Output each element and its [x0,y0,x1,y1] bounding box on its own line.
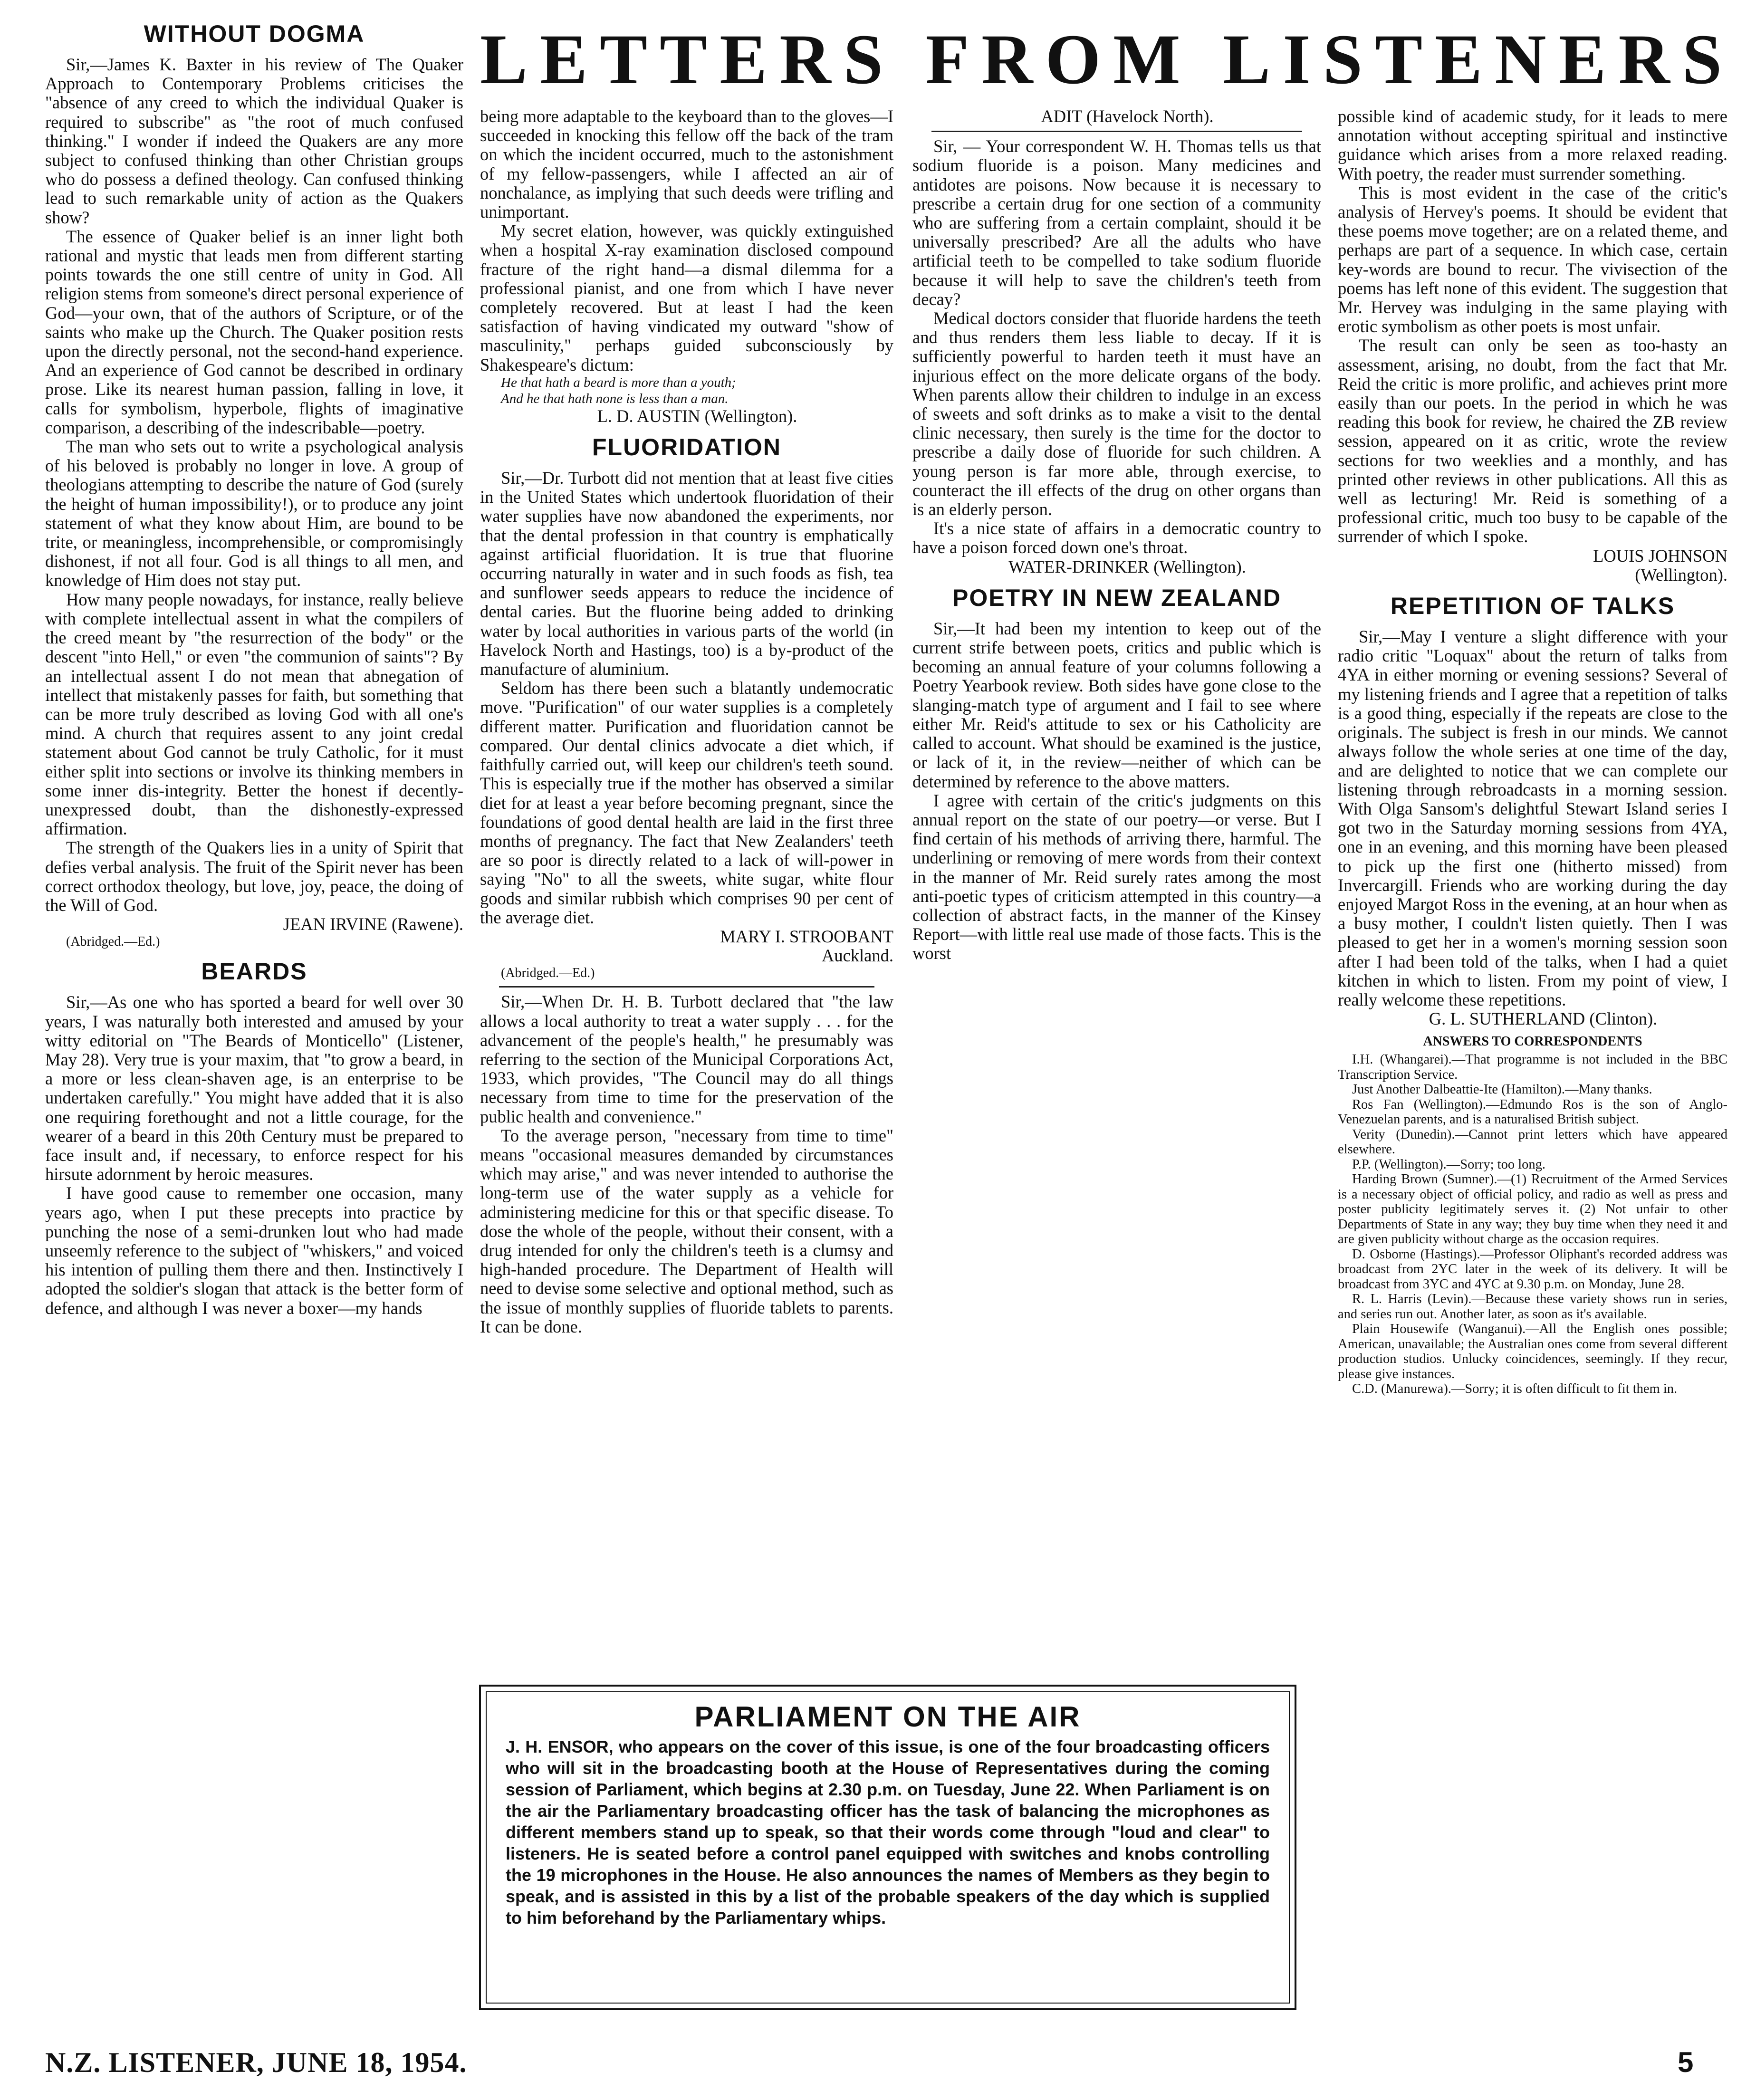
heading-repetition: REPETITION OF TALKS [1390,593,1675,620]
answer-item: C.D. (Manurewa).—Sorry; it is often difficult to fit them in. [1352,1381,1678,1397]
letter-signature-place: Auckland. [821,946,893,966]
divider [499,986,874,988]
divider [931,131,1302,132]
letter-paragraph: This is most evident in the case of the critic's analysis of Hervey's poems. It should be evident that these poems move together; are on a related theme, and perhaps are part of a sequence. In which case, certain key-words are bound to recur. The vivisection of the poems has left none of this evident. The suggestion that Mr. Hervey was indulging in the same playing with erotic symbolism as other poets is most unfair. [1338,182,1727,336]
answer-item: D. Osborne (Hastings).—Professor Oliphant's recorded address was broadcast from 2YC later in the week of its delivery. It will be broadcast from 3YC and 4YC at 9.30 p.m. on Monday, June 28. [1338,1247,1727,1292]
column-1 [45,19,463,1318]
letter-paragraph: The man who sets out to write a psychological analysis of his beloved is probably no longer in love. A group of theologians attempting to describe the nature of God (surely the height of human impossibility!), or to produce any joint statement of what they know about Him, are bound to be trite, or meaningless, incomprehensible, or compromisingly dishonest, if not all four. God is all things to all men, and knowledge of Him does not stay put. [45,437,463,590]
letter-paragraph: Sir,—Dr. Turbott did not mention that at least five cities in the United States which undertook fluoridation of their water supplies have now abandoned the experiments, nor that the dental profession in that country is emphatically against artificial fluoridation. It is true that fluorine occurring naturally in water and in such foods as fish, tea and sunflower seeds appears to reduce the incidence of dental caries. But the fluorine being added to drinking water by local authorities in various parts of the world (in Havelock North and Hastings, too) is a by-product of the manufacture of aluminium. [480,468,893,679]
quoted-verse: He that hath a beard is more than a youth; [501,374,736,390]
letter-signature: MARY I. STROOBANT [720,926,893,946]
parliament-heading: PARLIAMENT ON THE AIR [694,1701,1081,1733]
quoted-verse: And he that hath none is less than a man. [501,391,729,406]
letter-signature: ADIT (Havelock North). [1041,106,1214,126]
answer-item: Harding Brown (Sumner).—(1) Recruitment of the Armed Services is a necessary object of official policy, and radio as well as press and poster publicity legitimately serves it. (2) Not unfair to other Departments of State in any way; they buy time when they need it and are given publicity without charge as the occasion requires. [1338,1172,1727,1247]
editor-note: (Abridged.—Ed.) [66,934,160,949]
letter-paragraph: Sir,—It had been my intention to keep out of the current strife between poets, critics and public which is becoming an annual feature of your columns following a Poetry Yearbook review. Both sides have gone close to the slanging-match type of argument and I fail to see where either Mr. Reid's attitude to sex or his Catholicity are called to account. What should be examined is the justice, or lack of it, in the review—neither of which can be determined by reference to the above matters. [912,618,1321,791]
letter-paragraph: The essence of Quaker belief is an inner light both rational and mystic that leads men from different starting points towards the one still centre of unity in God. All religion stems from someone's direct personal experience of God—your own, that of the authors of Scripture, or of the saints who make up the Church. The Quaker position rests upon the directly personal, not the second-hand experience. And an experience of God cannot be described in ordinary prose. Like its nearest human passion, falling in love, it calls for symbolism, hyperbole, flights of imaginative comparison, a describing of the indescribable—poetry. [45,226,463,437]
page-number: 5 [1678,2046,1694,2078]
answers-to-correspondents [1338,1033,1727,1397]
letter-paragraph: Seldom has there been such a blatantly undemocratic move. "Purification" of our water supplies is a completely different matter. Purification and fluoridation cannot be compared. Our dental clinics advocate a diet which, if faithfully carried out, will keep our children's teeth sound. This is especially true if the mother has observed a similar diet for at least a year before becoming pregnant, since the foundations of good dental health are laid in the first three months of pregnancy. The fact that New Zealanders' teeth are so poor is directly related to a lack of will-power in saying "No" to all the sweets, white sugar, white flour goods and similar rubbish which comprises 90 per cent of the average diet. [480,678,893,927]
parliament-text: J. H. ENSOR, who appears on the cover of this issue, is one of the four broadcasting officers who will sit in the broadcasting booth at the House of Representatives during the coming session of Parliament, which begins at 2.30 p.m. on Tuesday, June 22. When Parliament is on the air the Parliamentary broadcasting officer has the task of balancing the microphones as different members stand up to speak, so that their words come through "loud and clear" to listeners. He is seated before a control panel equipped with switches and knobs controlling the 19 microphones in the House. He also announces the names of Members as they begin to speak, and is assisted in this by a list of the probable speakers of the day which is supplied to him beforehand by the Parliamentary whips. [506,1737,1270,1927]
letter-paragraph: Sir,—James K. Baxter in his review of The Quaker Approach to Contemporary Problems criticises the "absence of any creed to which the individual Quaker is required to subscribe" as "the root of much confused thinking." I wonder if indeed the Quakers are any more subject to confused thinking than other Christian groups who do possess a defined theology. Can confused thinking lead to such remarkable unity of action as the Quakers show? [45,55,463,227]
heading-beards: BEARDS [201,958,307,985]
parliament-box-frame [486,1691,1290,2004]
letter-paragraph: Sir,—May I venture a slight difference with your radio critic "Loquax" about the return of talks from 4YA in either morning or evening sessions? Several of my listening friends and I agree that a repetition of talks is a good thing, especially if the repeats are close to the originals. The subject is fresh in our minds. We cannot always follow the whole series at one time of the day, and are delighted to notice that we can complete our listening through rebroadcasts in a morning session. With Olga Sansom's delightful Stewart Island series I got two in the Saturday morning sessions from 4YA, one in an evening, and this morning have been pleased to pick up the first one (hitherto missed) from Invercargill. Friends who are working during the day enjoyed Margot Ross in the evening, at an hour when as a busy mother, I couldn't listen quietly. Then I was pleased to get her in a women's morning session soon after I had been told of the talks, when I had a quiet kitchen in which to listen. From my point of view, I really welcome these repetitions. [1338,627,1727,1009]
letter-signature: L. D. AUSTIN (Wellington). [597,406,797,426]
column-2 [480,107,893,1336]
letter-signature-place: (Wellington). [1635,565,1727,585]
letter-signature: JEAN IRVINE (Rawene). [283,914,463,934]
letter-paragraph: being more adaptable to the keyboard than to the gloves—I succeeded in knocking this fellow off the back of the tram on which the incident occurred, much to the astonishment of my fellow-passengers, while I affected an air of nonchalance, as implying that such deeds were trifling and unimportant. [480,106,893,222]
answer-item: P.P. (Wellington).—Sorry; too long. [1352,1157,1546,1172]
letter-paragraph: My secret elation, however, was quickly extinguished when a hospital X-ray examination disclosed compound fracture of the right hand—a dismal dilemma for a professional pianist, and one from which I have never completely recovered. But at least I had the keen satisfaction of having vindicated my outward "show of masculinity," perhaps guided subconsciously by Shakespeare's dictum: [480,221,893,374]
heading-without-dogma: WITHOUT DOGMA [144,20,365,47]
letter-paragraph: Sir,—As one who has sported a beard for well over 30 years, I was naturally both interested and amused by your witty editorial on "The Beards of Monticello" (Listener, May 28). Very true is your maxim, that "to grow a beard, in a more or less clean-shaven age, is an enterprise to be undertaken carefully." You might have added that it is also one requiring forethought and not a little courage, for the wearer of a beard in this 20th Century must be prepared to face insult and, if necessary, to enforce respect for his hirsute adornment by heroic measures. [45,992,463,1184]
answer-item: Plain Housewife (Wanganui).—All the English ones possible; American, unavailable; the Australian ones come from several different production studios. Unlucky coincidences, seemingly. If they recur, please give instances. [1338,1322,1727,1381]
answer-item: Ros Fan (Wellington).—Edmundo Ros is the son of Anglo-Venezuelan parents, and is a naturalised British subject. [1338,1097,1727,1127]
answer-item: I.H. (Whangarei).—That programme is not included in the BBC Transcription Service. [1338,1052,1727,1082]
heading-poetry: POETRY IN NEW ZEALAND [952,584,1282,611]
editor-note: (Abridged.—Ed.) [501,966,595,981]
letter-paragraph: The strength of the Quakers lies in a unity of Spirit that defies verbal analysis. The fruit of the Spirit never has been correct orthodox theology, but love, joy, peace, the doing of the Will of God. [45,838,463,915]
letter-paragraph: The result can only be seen as too-hasty an assessment, arising, no doubt, from the fact that Mr. Reid the critic is more prolific, and achieves print more easily than our poets. In the period in which he was reading this book for review, he chaired the ZB review session, appeared on it as critic, wrote the review sections for two weeklies and a monthly, and has printed other reviews in other publications. All this as well as lecturing! Mr. Reid is something of a professional critic, much too busy to be capable of the surrender of which I spoke. [1338,336,1727,547]
parliament-box [479,1685,1296,2010]
letter-signature: WATER-DRINKER (Wellington). [1008,556,1246,576]
answer-item: Verity (Dunedin).—Cannot print letters which have appeared elsewhere. [1338,1127,1727,1157]
page-title: LETTERS FROM LISTENERS [480,20,1735,99]
issue-footer: N.Z. LISTENER, JUNE 18, 1954. [45,2047,467,2078]
answer-item: R. L. Harris (Levin).—Because these variety shows run in series, and series run out. Another later, as soon as it's available. [1338,1292,1727,1322]
column-4 [1338,107,1727,1397]
letter-paragraph: possible kind of academic study, for it leads to mere annotation without accepting spiritual and instinctive guidance which arises from a more relaxed reading. With poetry, the reader must surrender something. [1338,106,1727,183]
letter-paragraph: To the average person, "necessary from time to time" means "occasional measures demanded by circumstances which may arise," and was never intended to authorise the long-term use of the water supply as a vehicle for administering medicine for this or that specific disease. To dose the whole of the people, without their consent, with a drug intended for only the children's teeth is a clumsy and high-handed procedure. The Department of Health will need to devise some selective and optional method, such as the issue of monthly supplies of fluoride tablets to parents. It can be done. [480,1125,893,1336]
letter-paragraph: Sir,—When Dr. H. B. Turbott declared that "the law allows a local authority to treat a water supply . . . for the advancement of the people's health," he presumably was referring to the section of the Municipal Corporations Act, 1933, which provides, "The Council may do all things necessary from time to time for the preservation of the public health and convenience." [480,992,893,1126]
letter-signature: G. L. SUTHERLAND (Clinton). [1429,1009,1658,1029]
letter-paragraph: It's a nice state of affairs in a democratic country to have a poison forced down one's throat. [912,518,1321,557]
letter-paragraph: I agree with certain of the critic's judgments on this annual report on the state of our poetry—or verse. But I find certain of his methods of arriving there, harmful. The underlining or removing of mere words from their context in the manner of Mr. Reid surely rates among the most anti-poetic types of criticism attempted in this country—a collection of abstract facts, in the manner of the Kinsey Report—with little real use made of those facts. This is the worst [912,790,1321,963]
answer-item: Just Another Dalbeattie-Ite (Hamilton).—Many thanks. [1352,1082,1652,1097]
heading-fluoridation: FLUORIDATION [592,434,782,461]
answers-heading: ANSWERS TO CORRESPONDENTS [1423,1034,1642,1049]
letter-signature: LOUIS JOHNSON [1593,546,1727,566]
letter-paragraph: Medical doctors consider that fluoride hardens the teeth and thus renders them less liable to decay. If it is sufficiently powerful to harden teeth it must have an injurious effect on the more delicate organs of the body. When parents allow their children to indulge in an excess of sweets and soft drinks as to make a visit to the dental clinic necessary, then surely is the time for the doctor to prescribe a daily dose of fluoride for such children. A young person is far more able, through exercise, to counteract the ill effects of the drug on other organs than is an elderly person. [912,308,1321,519]
column-3 [912,107,1321,963]
letter-paragraph: Sir, — Your correspondent W. H. Thomas tells us that sodium fluoride is a poison. Many medicines and antidotes are poisons. Now because it is necessary to prescribe a certain drug for one section of a community who are suffering from a certain complaint, should it be universally prescribed? Are all the adults who have artificial teeth to be compelled to take sodium fluoride because it will help to save the children's teeth from decay? [912,136,1321,309]
letter-paragraph: How many people nowadays, for instance, really believe with complete intellectual assent in what the compilers of the creed meant by "the resurrection of the body" or the descent "into Hell," or even "the communion of saints"? By an intellectual assent I do not mean that abnegation of intellect that mistakenly passes for faith, but something that can be more truly described as loving God with all one's mind. A church that requires assent to any joint credal statement about God cannot be truly Catholic, for it must either split into sections or involve its thinking members in some inner dis-integrity. Better the honest if decently-unexpressed doubt, than the dishonestly-expressed affirmation. [45,589,463,839]
letter-paragraph: I have good cause to remember one occasion, many years ago, when I put these precepts into practice by punching the nose of a semi-drunken lout who had made unseemly reference to the subject of "whiskers," and voiced his intention of pulling them there and then. Instinctively I adopted the soldier's slogan that attack is the better form of defence, and although I was never a boxer—my hands [45,1183,463,1318]
